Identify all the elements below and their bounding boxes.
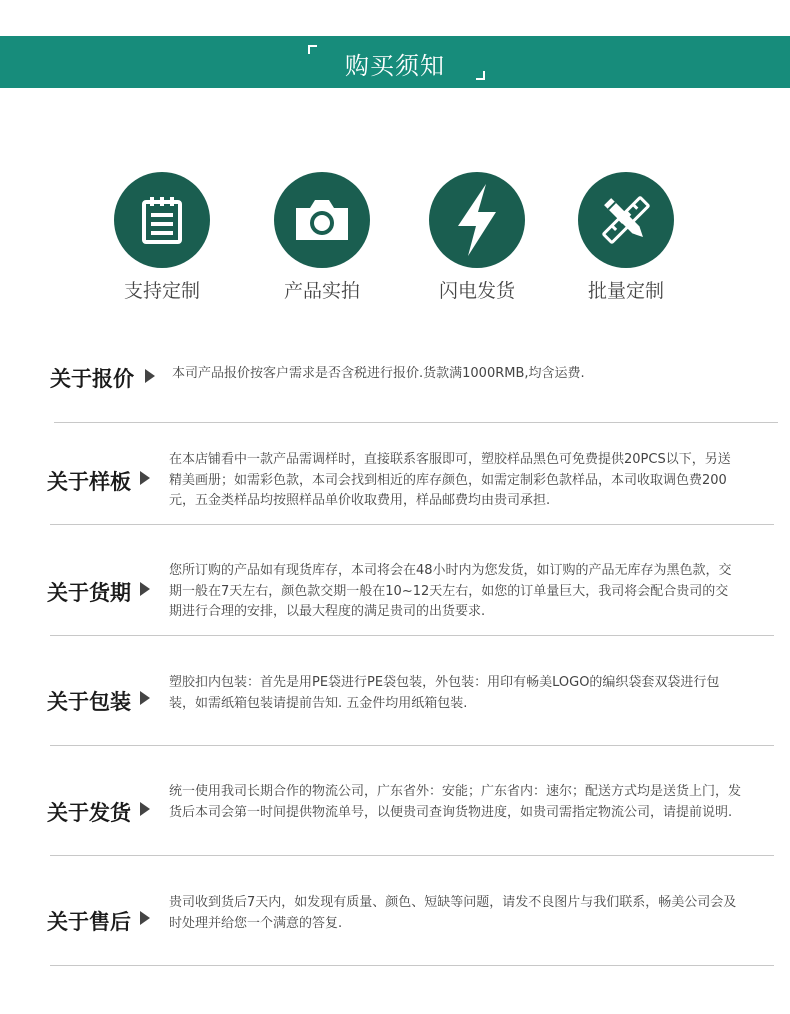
triangle-right-icon — [140, 691, 150, 705]
notepad-icon — [114, 172, 210, 268]
feature-label: 产品实拍 — [283, 280, 360, 302]
feature-real-photo — [242, 172, 402, 303]
triangle-right-icon — [140, 911, 150, 925]
triangle-right-icon — [140, 471, 150, 485]
section-text: 统一使用我司长期合作的物流公司，广东省外：安能；广东省内：速尔；配送方式均是送货上门，发货后本司会第一时间提供物流单号，以便贵司查询货物进度，如贵司需指定物流公司，请提前说明. — [169, 784, 742, 820]
ruler-pencil-icon — [578, 172, 674, 268]
lightning-icon — [429, 172, 525, 268]
divider — [50, 965, 774, 966]
feature-custom — [82, 172, 242, 303]
feature-label: 支持定制 — [123, 280, 200, 302]
divider — [50, 635, 774, 636]
feature-bulk-custom — [546, 172, 706, 303]
feature-label: 闪电发货 — [438, 280, 515, 302]
header-banner — [0, 36, 790, 88]
section-heading: 关于样板 — [47, 470, 131, 494]
section-heading: 关于售后 — [47, 910, 131, 934]
divider — [54, 422, 778, 423]
section-text: 您所订购的产品如有现货库存，本司将会在48小时内为您发货，如订购的产品无库存为黑色款，交期一般在7天左右，颜色款交期一般在10~12天左右，如您的订单量巨大，我司将会配合贵司的交期进行合理的安排，以最大程度的满足贵司的出货要求. — [169, 563, 732, 619]
divider — [50, 855, 774, 856]
section-heading: 关于发货 — [47, 801, 131, 825]
camera-icon — [274, 172, 370, 268]
section-text: 贵司收到货后7天内，如发现有质量、颜色、短缺等问题，请发不良图片与我们联系，畅美公司会及时处理并给您一个满意的答复. — [169, 895, 737, 931]
section-text: 塑胶扣内包装：首先是用PE袋进行PE袋包装，外包装：用印有畅美LOGO的编织袋套双袋进行包装，如需纸箱包装请提前告知. 五金件均用纸箱包装. — [169, 675, 720, 711]
corner-bracket-bottom-right — [476, 71, 485, 80]
section-text: 本司产品报价按客户需求是否含税进行报价.货款满1000RMB,均含运费. — [172, 366, 585, 381]
section-heading: 关于货期 — [47, 581, 131, 605]
triangle-right-icon — [140, 802, 150, 816]
feature-label: 批量定制 — [587, 280, 664, 302]
divider — [50, 524, 774, 525]
section-heading: 关于报价 — [50, 367, 134, 391]
section-text: 在本店铺看中一款产品需调样时，直接联系客服即可，塑胶样品黑色可免费提供20PCS以下，另送精美画册；如需彩色款，本司会找到相近的库存颜色，如需定制彩色款样品，本司收取调色费200元，五金类样品均按照样品单价收取费用，样品邮费均由贵司承担. — [169, 452, 731, 508]
feature-fast-shipping — [397, 172, 557, 303]
triangle-right-icon — [145, 369, 155, 383]
section-heading: 关于包装 — [47, 690, 131, 714]
divider — [50, 745, 774, 746]
banner-title: 购买须知 — [345, 52, 445, 80]
triangle-right-icon — [140, 582, 150, 596]
